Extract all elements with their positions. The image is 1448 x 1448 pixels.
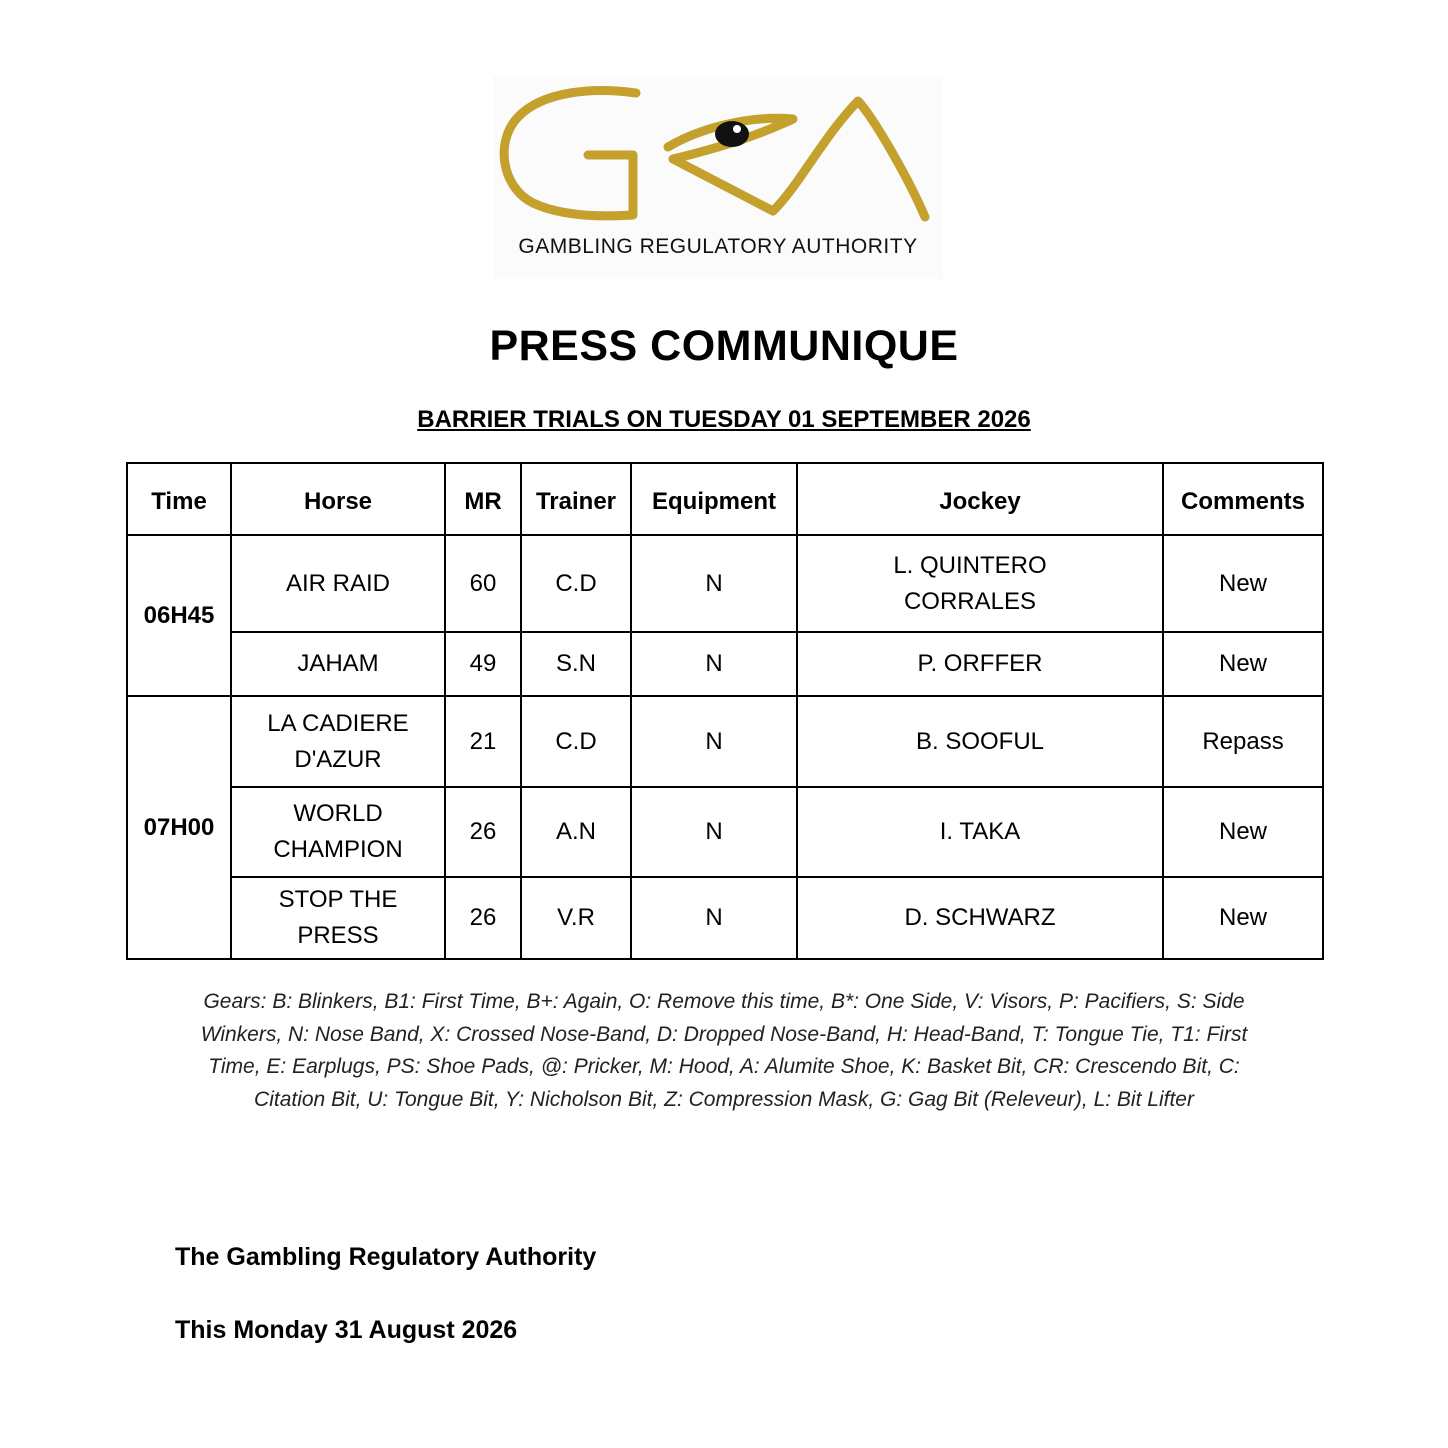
comments-cell: New <box>1163 632 1323 696</box>
comments-cell: New <box>1163 535 1323 632</box>
barrier-trials-table <box>126 462 1324 960</box>
jockey-cell: B. SOOFUL <box>797 696 1163 787</box>
table-row <box>127 696 1323 787</box>
horse-cell: AIR RAID <box>231 535 445 632</box>
table-row <box>127 787 1323 877</box>
header-mr: MR <box>445 463 521 535</box>
mr-cell: 26 <box>445 877 521 959</box>
page-subtitle: BARRIER TRIALS ON TUESDAY 01 SEPTEMBER 2026 <box>417 406 1031 433</box>
gra-logo-mark-icon <box>493 77 943 237</box>
mr-cell: 21 <box>445 696 521 787</box>
jockey-cell: D. SCHWARZ <box>797 877 1163 959</box>
header-jockey: Jockey <box>797 463 1163 535</box>
table-row <box>127 535 1323 632</box>
trainer-cell: C.D <box>521 535 631 632</box>
horse-cell: LA CADIERE D'AZUR <box>231 696 445 787</box>
page-title: PRESS COMMUNIQUE <box>489 322 959 370</box>
trainer-cell: A.N <box>521 787 631 877</box>
header-comments: Comments <box>1163 463 1323 535</box>
header-time: Time <box>127 463 231 535</box>
equipment-cell: N <box>631 632 797 696</box>
equipment-cell: N <box>631 696 797 787</box>
comments-cell: New <box>1163 877 1323 959</box>
comments-cell: New <box>1163 787 1323 877</box>
table-header-row <box>127 463 1323 535</box>
equipment-cell: N <box>631 787 797 877</box>
logo-caption: GAMBLING REGULATORY AUTHORITY <box>518 235 918 258</box>
header-horse: Horse <box>231 463 445 535</box>
equipment-cell: N <box>631 535 797 632</box>
header-equipment: Equipment <box>631 463 797 535</box>
mr-cell: 26 <box>445 787 521 877</box>
table-row <box>127 632 1323 696</box>
trainer-cell: C.D <box>521 696 631 787</box>
time-cell: 07H00 <box>127 696 231 959</box>
table-row <box>127 877 1323 959</box>
trainer-cell: V.R <box>521 877 631 959</box>
equipment-cell: N <box>631 877 797 959</box>
mr-cell: 60 <box>445 535 521 632</box>
horse-cell: STOP THE PRESS <box>231 877 445 959</box>
signature-date: This Monday 31 August 2026 <box>175 1316 518 1344</box>
horse-cell: JAHAM <box>231 632 445 696</box>
signature-organization: The Gambling Regulatory Authority <box>175 1243 597 1271</box>
jockey-cell: P. ORFFER <box>797 632 1163 696</box>
time-cell: 06H45 <box>127 535 231 696</box>
gra-logo <box>493 77 943 279</box>
header-trainer: Trainer <box>521 463 631 535</box>
trainer-cell: S.N <box>521 632 631 696</box>
jockey-cell: L. QUINTERO CORRALES <box>797 535 1163 632</box>
gears-legend: Gears: B: Blinkers, B1: First Time, B+: Again, O: Remove this time, B*: One Side, V: Visors, P: Pacifiers, S: Side Winkers, N: Nose Band, X: Crossed Nose-Band, D: Dropped Nose-Band, H: Head-Band, T: Tongue Tie, T1: First Time, E: Earplugs, PS: Shoe Pads, @: Pricker, M: Hood, A: Alumite Shoe, K: Basket Bit, CR: Crescendo Bit, C: Citation Bit, U: Tongue Bit, Y: Nicholson Bit, Z: Compression Mask, G: Gag Bit (Releveur), L: Bit Lifter <box>200 990 1248 1111</box>
mr-cell: 49 <box>445 632 521 696</box>
jockey-cell: I. TAKA <box>797 787 1163 877</box>
comments-cell: Repass <box>1163 696 1323 787</box>
horse-cell: WORLD CHAMPION <box>231 787 445 877</box>
